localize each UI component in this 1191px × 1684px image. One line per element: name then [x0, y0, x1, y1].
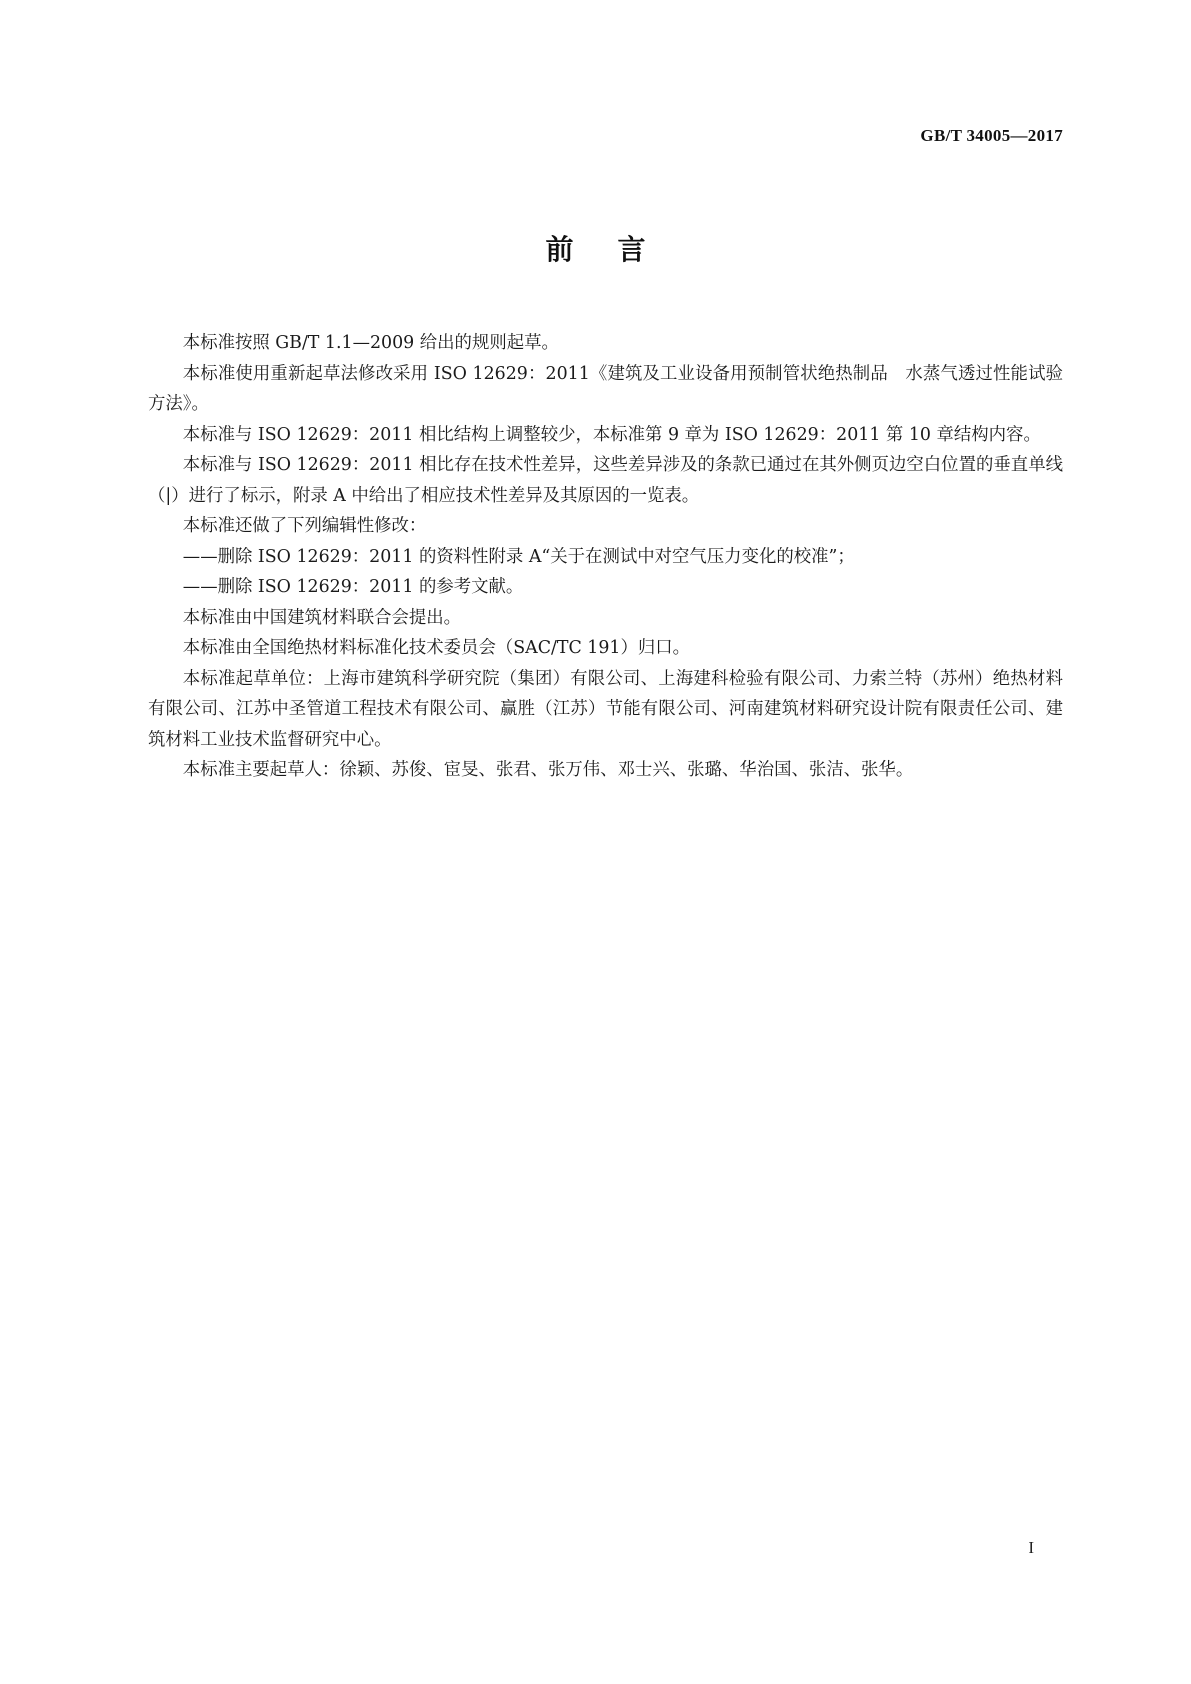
paragraph-technical-differences: 本标准与 ISO 12629：2011 相比存在技术性差异，这些差异涉及的条款已通过在其外侧页边空白位置的垂直单线（|）进行了标示，附录 A 中给出了相应技术性差异及其原因的一览表。	[148, 455, 1063, 506]
paragraph-drafting-units: 本标准起草单位：上海市建筑科学研究院（集团）有限公司、上海建科检验有限公司、力索兰特（苏州）绝热材料有限公司、江苏中圣管道工程技术有限公司、赢胜（江苏）节能有限公司、河南建筑材料研究设计院有限责任公司、建筑材料工业技术监督研究中心。	[148, 668, 1063, 750]
foreword-body	[148, 328, 1063, 786]
page-number: I	[1028, 1538, 1034, 1557]
paragraph-editorial-item-1: ——删除 ISO 12629：2011 的资料性附录 A“关于在测试中对空气压力变化的校准”；	[182, 546, 855, 567]
page-title: 前言	[545, 233, 690, 266]
standard-number: GB/T 34005—2017	[920, 126, 1063, 145]
paragraph-centralized-by: 本标准由全国绝热材料标准化技术委员会（SAC/TC 191）归口。	[182, 638, 691, 658]
paragraph-editorial-item-2: ——删除 ISO 12629：2011 的参考文献。	[182, 577, 524, 597]
paragraph-structure: 本标准与 ISO 12629：2011 相比结构上调整较少，本标准第 9 章为 ISO 12629：2011 第 10 章结构内容。	[182, 424, 1041, 445]
paragraph-proposed-by: 本标准由中国建筑材料联合会提出。	[182, 607, 462, 628]
paragraph-drafters: 本标准主要起草人：徐颖、苏俊、宦旻、张君、张万伟、邓士兴、张璐、华治国、张洁、张华。	[182, 760, 914, 780]
paragraph-adoption: 本标准使用重新起草法修改采用 ISO 12629：2011《建筑及工业设备用预制管状绝热制品 水蒸气透过性能试验方法》。	[148, 363, 1063, 414]
paragraph-editorial-intro: 本标准还做了下列编辑性修改：	[182, 516, 427, 536]
paragraph-drafting-rules: 本标准按照 GB/T 1.1—2009 给出的规则起草。	[182, 333, 559, 353]
